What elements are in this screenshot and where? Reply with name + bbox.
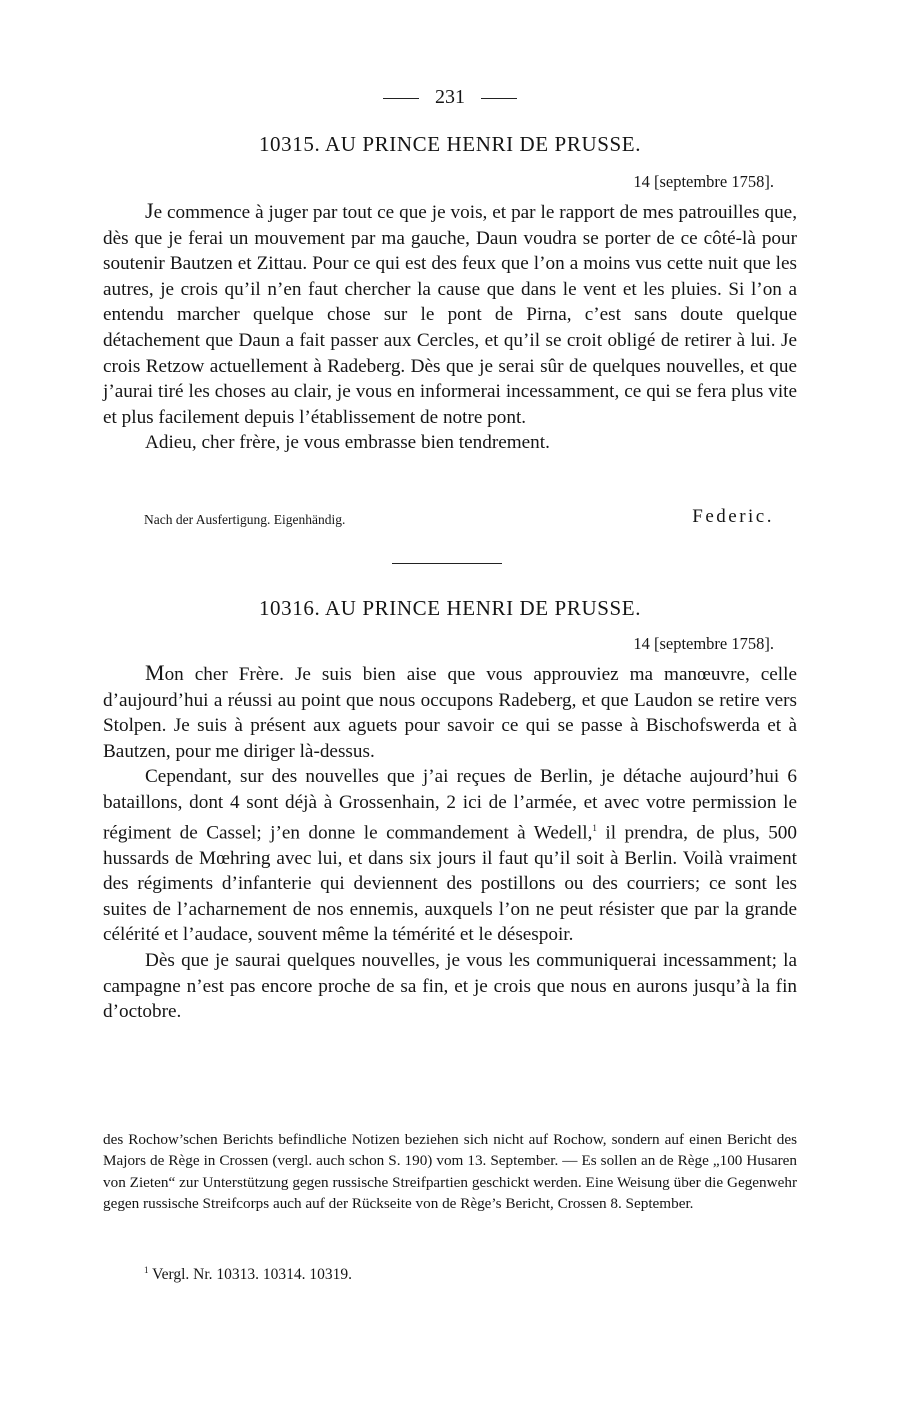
- letter-date: 14 [septembre 1758].: [633, 172, 774, 191]
- footnote-marker: 1: [592, 822, 597, 833]
- footnote-marker: 1: [144, 1265, 149, 1275]
- closing-paragraph: Adieu, cher frère, je vous embrasse bien tendrement.: [145, 432, 550, 454]
- page-number: 231: [435, 86, 465, 108]
- letter-title: 10315. AU PRINCE HENRI DE PRUSSE.: [258, 132, 642, 156]
- header-dash-right: [481, 98, 517, 99]
- footnote-continuation: [103, 1129, 797, 1215]
- letter-date: 14 [septembre 1758].: [633, 634, 774, 653]
- letter-paragraph: Dès que je saurai quelques nouvelles, je vous les communiquerai incessamment; la campagne n’est pas encore proche de sa fin, et je crois que nous en aurons jusqu’à la fin d’octobre.: [103, 949, 797, 1023]
- source-note: Nach der Ausfertigung. Eigenhändig.: [144, 512, 346, 527]
- letter-title: 10316. AU PRINCE HENRI DE PRUSSE.: [258, 596, 642, 620]
- footnote-text: Vergl. Nr. 10313. 10314. 10319.: [148, 1266, 353, 1284]
- header-dash-left: [383, 98, 419, 99]
- footnote-1: [144, 1265, 352, 1284]
- paragraph-text: Cependant, sur des nouvelles que j’ai reçues de Berlin, je détache aujourd’hui 6 bataillons, dont 4 sont déjà à Grossenhain, 2 ici de l’armée, et avec votre permission le régiment de Cassel; j’en donne le commandement à Wedell,: [103, 766, 797, 843]
- letter-paragraph: [103, 198, 797, 430]
- paragraph-text: il prendra, de plus, 500 hussards de Mœhring avec lui, et dans six jours il faut qu’il soit à Berlin. Voilà vraiment des régiments d’infanterie qui deviennent des postillons ou des courriers; ce sont les suites de l’acharnement de nos ennemis, auxquels l’on ne peut résister que par la grande célérité et l’audace, souvent même la témérité et le désespoir.: [103, 821, 797, 946]
- letter-body: [103, 198, 797, 456]
- letter-body: [103, 660, 797, 1025]
- page-header: [0, 86, 900, 109]
- initial-letter: M: [145, 660, 165, 685]
- paragraph-text: on cher Frère. Je suis bien aise que vous approuviez ma manœuvre, celle d’aujourd’hui a réussi au point que nous occupons Radeberg, et que Laudon se retire vers Stolpen. Je suis à présent aux aguets pour savoir ce qui se passe à Bischofswerda et à Bautzen, pour me diriger là-dessus.: [103, 664, 797, 762]
- letter-paragraph: [103, 764, 797, 948]
- letter-paragraph: [103, 660, 797, 764]
- footnote-text: des Rochow’schen Berichts befindliche Notizen beziehen sich nicht auf Rochow, sondern auf einen Bericht des Majors de Rège in Crossen (vergl. auch schon S. 190) vom 13. September. — Es sollen an de Rège „100 Husaren von Zieten“ zur Unterstützung gegen russische Streifpartien geschickt werden. Eine Weisung über die Gegenwehr gegen russische Streifcorps auch auf der Rückseite von de Rège’s Bericht, Crossen 8. September.: [103, 1131, 797, 1213]
- signature: Federic.: [692, 506, 774, 527]
- initial-letter: J: [145, 198, 154, 223]
- paragraph-text: e commence à juger par tout ce que je vois, et par le rapport de mes patrouilles que, dès que je ferai un mouvement par ma gauche, Daun voudra se porter de ce côté-là pour soutenir Bautzen et Zittau. Pour ce qui est des feux que l’on a moins vus cette nuit que les autres, je crois qu’il n’en faut chercher la cause que dans le vent et les pluies. Si l’on a entendu marcher quelque chose sur le pont de Pirna, c’est sans doute quelque détachement que Daun a fait passer aux Cercles, et qu’il se croit obligé de retirer à lui. Je crois Retzow actuellement à Radeberg. Dès que je serai sûr de quelques nouvelles, et que j’aurai tiré les choses au clair, je vous en informerai incessamment, ce qui se fera plus vite et plus facilement depuis l’établissement de notre pont.: [103, 202, 797, 428]
- section-divider: [392, 563, 502, 564]
